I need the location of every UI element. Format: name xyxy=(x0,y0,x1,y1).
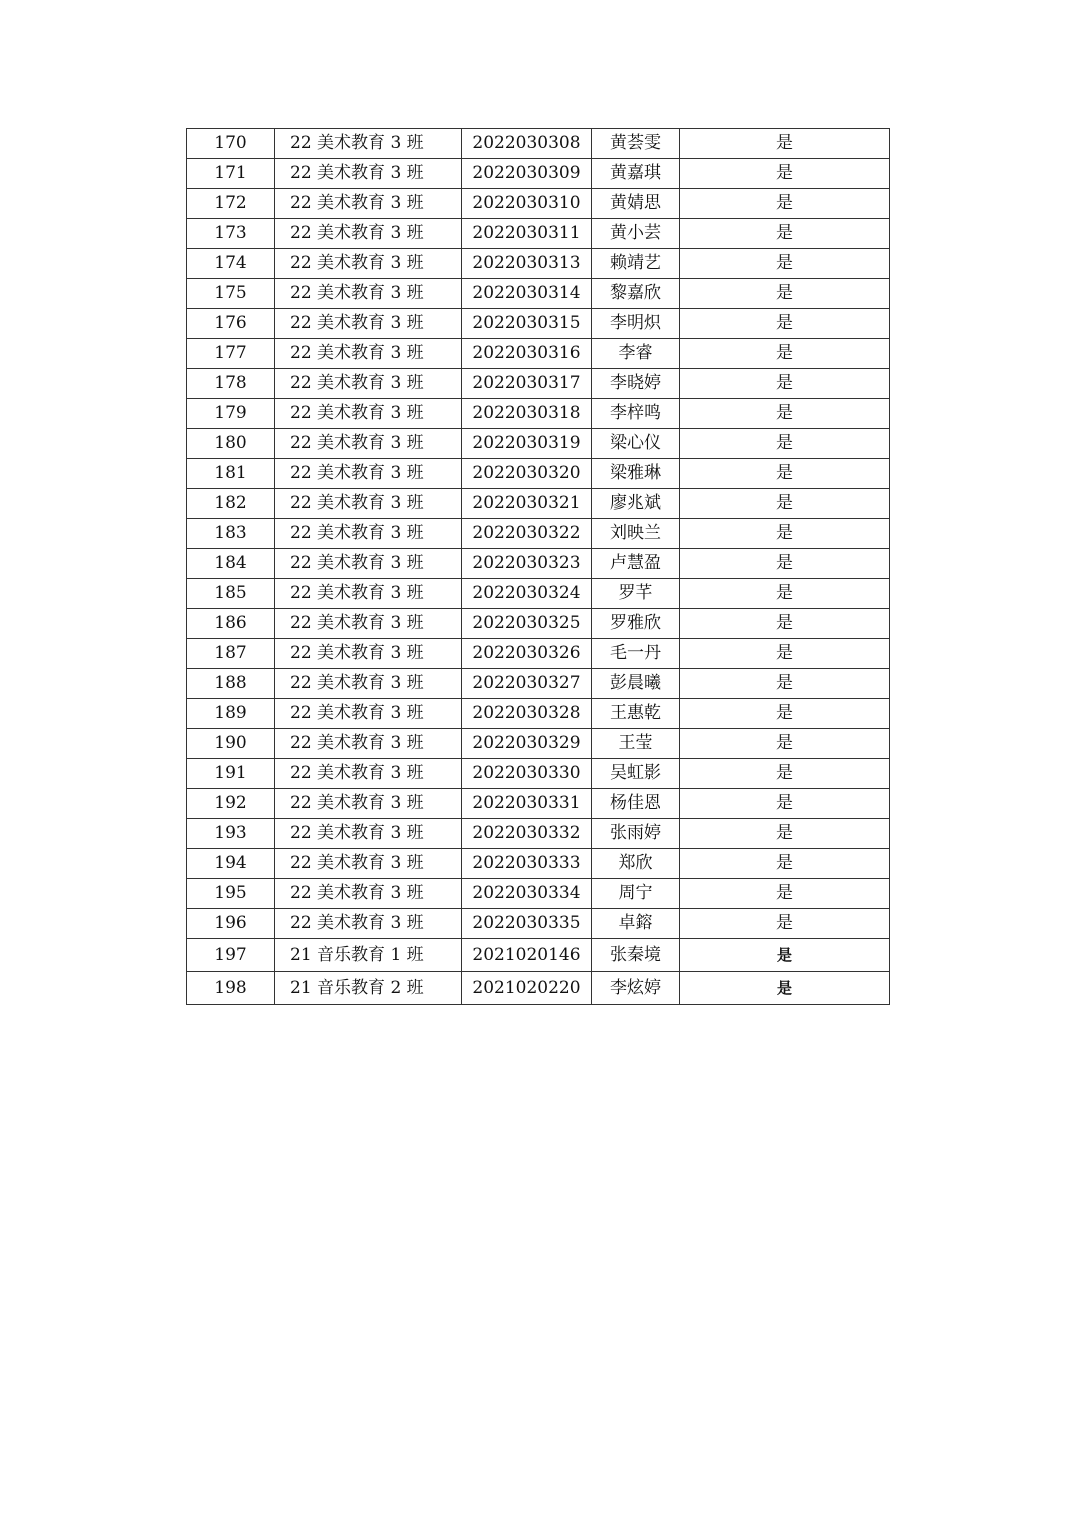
student-name-cell: 周宁 xyxy=(592,879,680,909)
status-cell: 是 xyxy=(680,189,890,219)
row-number-cell: 175 xyxy=(187,279,275,309)
row-number-cell: 195 xyxy=(187,879,275,909)
student-name-cell: 毛一丹 xyxy=(592,639,680,669)
class-name-cell: 22 美术教育 3 班 xyxy=(275,699,462,729)
status-cell: 是 xyxy=(680,819,890,849)
table-row xyxy=(187,639,890,669)
student-id-cell: 2022030332 xyxy=(462,819,592,849)
class-name-cell: 22 美术教育 3 班 xyxy=(275,519,462,549)
student-id-cell: 2022030317 xyxy=(462,369,592,399)
student-name-cell: 李睿 xyxy=(592,339,680,369)
table-row xyxy=(187,369,890,399)
class-name-cell: 22 美术教育 3 班 xyxy=(275,369,462,399)
student-id-cell: 2022030314 xyxy=(462,279,592,309)
row-number-cell: 192 xyxy=(187,789,275,819)
student-id-cell: 2022030321 xyxy=(462,489,592,519)
status-cell: 是 xyxy=(680,579,890,609)
table-row xyxy=(187,909,890,939)
status-cell: 是 xyxy=(680,159,890,189)
student-id-cell: 2022030326 xyxy=(462,639,592,669)
student-id-cell: 2022030330 xyxy=(462,759,592,789)
student-id-cell: 2022030334 xyxy=(462,879,592,909)
table-row xyxy=(187,249,890,279)
status-cell: 是 xyxy=(680,669,890,699)
student-id-cell: 2022030331 xyxy=(462,789,592,819)
class-name-cell: 22 美术教育 3 班 xyxy=(275,429,462,459)
class-name-cell: 22 美术教育 3 班 xyxy=(275,789,462,819)
student-id-cell: 2022030323 xyxy=(462,549,592,579)
row-number-cell: 171 xyxy=(187,159,275,189)
student-name-cell: 梁心仪 xyxy=(592,429,680,459)
row-number-cell: 180 xyxy=(187,429,275,459)
student-id-cell: 2022030315 xyxy=(462,309,592,339)
row-number-cell: 185 xyxy=(187,579,275,609)
class-name-cell: 22 美术教育 3 班 xyxy=(275,639,462,669)
row-number-cell: 193 xyxy=(187,819,275,849)
student-id-cell: 2022030313 xyxy=(462,249,592,279)
table-row xyxy=(187,789,890,819)
status-cell: 是 xyxy=(680,459,890,489)
student-id-cell: 2022030324 xyxy=(462,579,592,609)
status-cell: 是 xyxy=(680,489,890,519)
table-row xyxy=(187,669,890,699)
student-id-cell: 2022030322 xyxy=(462,519,592,549)
table-row xyxy=(187,129,890,159)
student-id-cell: 2022030318 xyxy=(462,399,592,429)
class-name-cell: 22 美术教育 3 班 xyxy=(275,609,462,639)
student-id-cell: 2022030316 xyxy=(462,339,592,369)
row-number-cell: 170 xyxy=(187,129,275,159)
class-name-cell: 22 美术教育 3 班 xyxy=(275,849,462,879)
student-name-cell: 吴虹影 xyxy=(592,759,680,789)
table-row xyxy=(187,939,890,972)
table-row xyxy=(187,699,890,729)
student-id-cell: 2022030310 xyxy=(462,189,592,219)
table-row xyxy=(187,339,890,369)
class-name-cell: 22 美术教育 3 班 xyxy=(275,339,462,369)
table-row xyxy=(187,849,890,879)
row-number-cell: 186 xyxy=(187,609,275,639)
row-number-cell: 196 xyxy=(187,909,275,939)
class-name-cell: 22 美术教育 3 班 xyxy=(275,879,462,909)
student-name-cell: 黄荟雯 xyxy=(592,129,680,159)
student-name-cell: 杨佳恩 xyxy=(592,789,680,819)
status-cell: 是 xyxy=(680,609,890,639)
status-cell: 是 xyxy=(680,249,890,279)
row-number-cell: 174 xyxy=(187,249,275,279)
student-name-cell: 罗雅欣 xyxy=(592,609,680,639)
status-cell: 是 xyxy=(680,369,890,399)
class-name-cell: 22 美术教育 3 班 xyxy=(275,279,462,309)
row-number-cell: 179 xyxy=(187,399,275,429)
table-row xyxy=(187,309,890,339)
student-name-cell: 黎嘉欣 xyxy=(592,279,680,309)
table-row xyxy=(187,879,890,909)
student-roster-table xyxy=(186,128,890,1005)
student-id-cell: 2022030327 xyxy=(462,669,592,699)
student-name-cell: 黄婧思 xyxy=(592,189,680,219)
class-name-cell: 22 美术教育 3 班 xyxy=(275,759,462,789)
class-name-cell: 22 美术教育 3 班 xyxy=(275,309,462,339)
table-row xyxy=(187,189,890,219)
student-id-cell: 2022030308 xyxy=(462,129,592,159)
student-name-cell: 赖靖艺 xyxy=(592,249,680,279)
row-number-cell: 188 xyxy=(187,669,275,699)
row-number-cell: 190 xyxy=(187,729,275,759)
row-number-cell: 182 xyxy=(187,489,275,519)
student-id-cell: 2022030333 xyxy=(462,849,592,879)
status-cell: 是 xyxy=(680,519,890,549)
row-number-cell: 172 xyxy=(187,189,275,219)
student-id-cell: 2021020220 xyxy=(462,972,592,1005)
class-name-cell: 22 美术教育 3 班 xyxy=(275,489,462,519)
row-number-cell: 178 xyxy=(187,369,275,399)
student-id-cell: 2022030328 xyxy=(462,699,592,729)
table-row xyxy=(187,519,890,549)
table-row xyxy=(187,399,890,429)
status-cell: 是 xyxy=(680,759,890,789)
class-name-cell: 22 美术教育 3 班 xyxy=(275,189,462,219)
student-id-cell: 2022030320 xyxy=(462,459,592,489)
class-name-cell: 22 美术教育 3 班 xyxy=(275,669,462,699)
table-row xyxy=(187,819,890,849)
table-row xyxy=(187,972,890,1005)
row-number-cell: 198 xyxy=(187,972,275,1005)
table-row xyxy=(187,459,890,489)
row-number-cell: 177 xyxy=(187,339,275,369)
student-name-cell: 卢慧盈 xyxy=(592,549,680,579)
student-name-cell: 张雨婷 xyxy=(592,819,680,849)
class-name-cell: 21 音乐教育 2 班 xyxy=(275,972,462,1005)
student-id-cell: 2022030329 xyxy=(462,729,592,759)
table-row xyxy=(187,549,890,579)
class-name-cell: 22 美术教育 3 班 xyxy=(275,219,462,249)
class-name-cell: 21 音乐教育 1 班 xyxy=(275,939,462,972)
student-name-cell: 王莹 xyxy=(592,729,680,759)
status-cell: 是 xyxy=(680,879,890,909)
student-name-cell: 郑欣 xyxy=(592,849,680,879)
class-name-cell: 22 美术教育 3 班 xyxy=(275,909,462,939)
student-name-cell: 廖兆斌 xyxy=(592,489,680,519)
status-cell: 是 xyxy=(680,429,890,459)
status-cell: 是 xyxy=(680,939,890,972)
student-id-cell: 2022030319 xyxy=(462,429,592,459)
student-name-cell: 李晓婷 xyxy=(592,369,680,399)
status-cell: 是 xyxy=(680,279,890,309)
row-number-cell: 173 xyxy=(187,219,275,249)
student-name-cell: 李明炽 xyxy=(592,309,680,339)
table-row xyxy=(187,279,890,309)
table-row xyxy=(187,159,890,189)
status-cell: 是 xyxy=(680,849,890,879)
row-number-cell: 194 xyxy=(187,849,275,879)
student-name-cell: 张秦境 xyxy=(592,939,680,972)
row-number-cell: 181 xyxy=(187,459,275,489)
status-cell: 是 xyxy=(680,549,890,579)
status-cell: 是 xyxy=(680,729,890,759)
table-row xyxy=(187,429,890,459)
status-cell: 是 xyxy=(680,639,890,669)
class-name-cell: 22 美术教育 3 班 xyxy=(275,549,462,579)
row-number-cell: 197 xyxy=(187,939,275,972)
row-number-cell: 189 xyxy=(187,699,275,729)
row-number-cell: 176 xyxy=(187,309,275,339)
row-number-cell: 191 xyxy=(187,759,275,789)
row-number-cell: 183 xyxy=(187,519,275,549)
student-name-cell: 李梓鸣 xyxy=(592,399,680,429)
student-name-cell: 刘映兰 xyxy=(592,519,680,549)
status-cell: 是 xyxy=(680,972,890,1005)
student-name-cell: 黄小芸 xyxy=(592,219,680,249)
table-row xyxy=(187,759,890,789)
status-cell: 是 xyxy=(680,699,890,729)
student-name-cell: 黄嘉琪 xyxy=(592,159,680,189)
row-number-cell: 184 xyxy=(187,549,275,579)
class-name-cell: 22 美术教育 3 班 xyxy=(275,729,462,759)
class-name-cell: 22 美术教育 3 班 xyxy=(275,459,462,489)
student-id-cell: 2021020146 xyxy=(462,939,592,972)
table-row xyxy=(187,489,890,519)
class-name-cell: 22 美术教育 3 班 xyxy=(275,819,462,849)
class-name-cell: 22 美术教育 3 班 xyxy=(275,579,462,609)
class-name-cell: 22 美术教育 3 班 xyxy=(275,399,462,429)
student-id-cell: 2022030309 xyxy=(462,159,592,189)
student-name-cell: 彭晨曦 xyxy=(592,669,680,699)
class-name-cell: 22 美术教育 3 班 xyxy=(275,129,462,159)
student-name-cell: 王惠乾 xyxy=(592,699,680,729)
table-row xyxy=(187,609,890,639)
status-cell: 是 xyxy=(680,129,890,159)
student-name-cell: 卓鎔 xyxy=(592,909,680,939)
student-id-cell: 2022030311 xyxy=(462,219,592,249)
table-row xyxy=(187,219,890,249)
status-cell: 是 xyxy=(680,789,890,819)
row-number-cell: 187 xyxy=(187,639,275,669)
class-name-cell: 22 美术教育 3 班 xyxy=(275,159,462,189)
student-id-cell: 2022030335 xyxy=(462,909,592,939)
student-id-cell: 2022030325 xyxy=(462,609,592,639)
status-cell: 是 xyxy=(680,339,890,369)
status-cell: 是 xyxy=(680,399,890,429)
roster-body xyxy=(187,129,890,1005)
table-row xyxy=(187,579,890,609)
student-name-cell: 罗芊 xyxy=(592,579,680,609)
status-cell: 是 xyxy=(680,909,890,939)
status-cell: 是 xyxy=(680,219,890,249)
status-cell: 是 xyxy=(680,309,890,339)
student-name-cell: 李炫婷 xyxy=(592,972,680,1005)
table-row xyxy=(187,729,890,759)
class-name-cell: 22 美术教育 3 班 xyxy=(275,249,462,279)
student-name-cell: 梁雅琳 xyxy=(592,459,680,489)
